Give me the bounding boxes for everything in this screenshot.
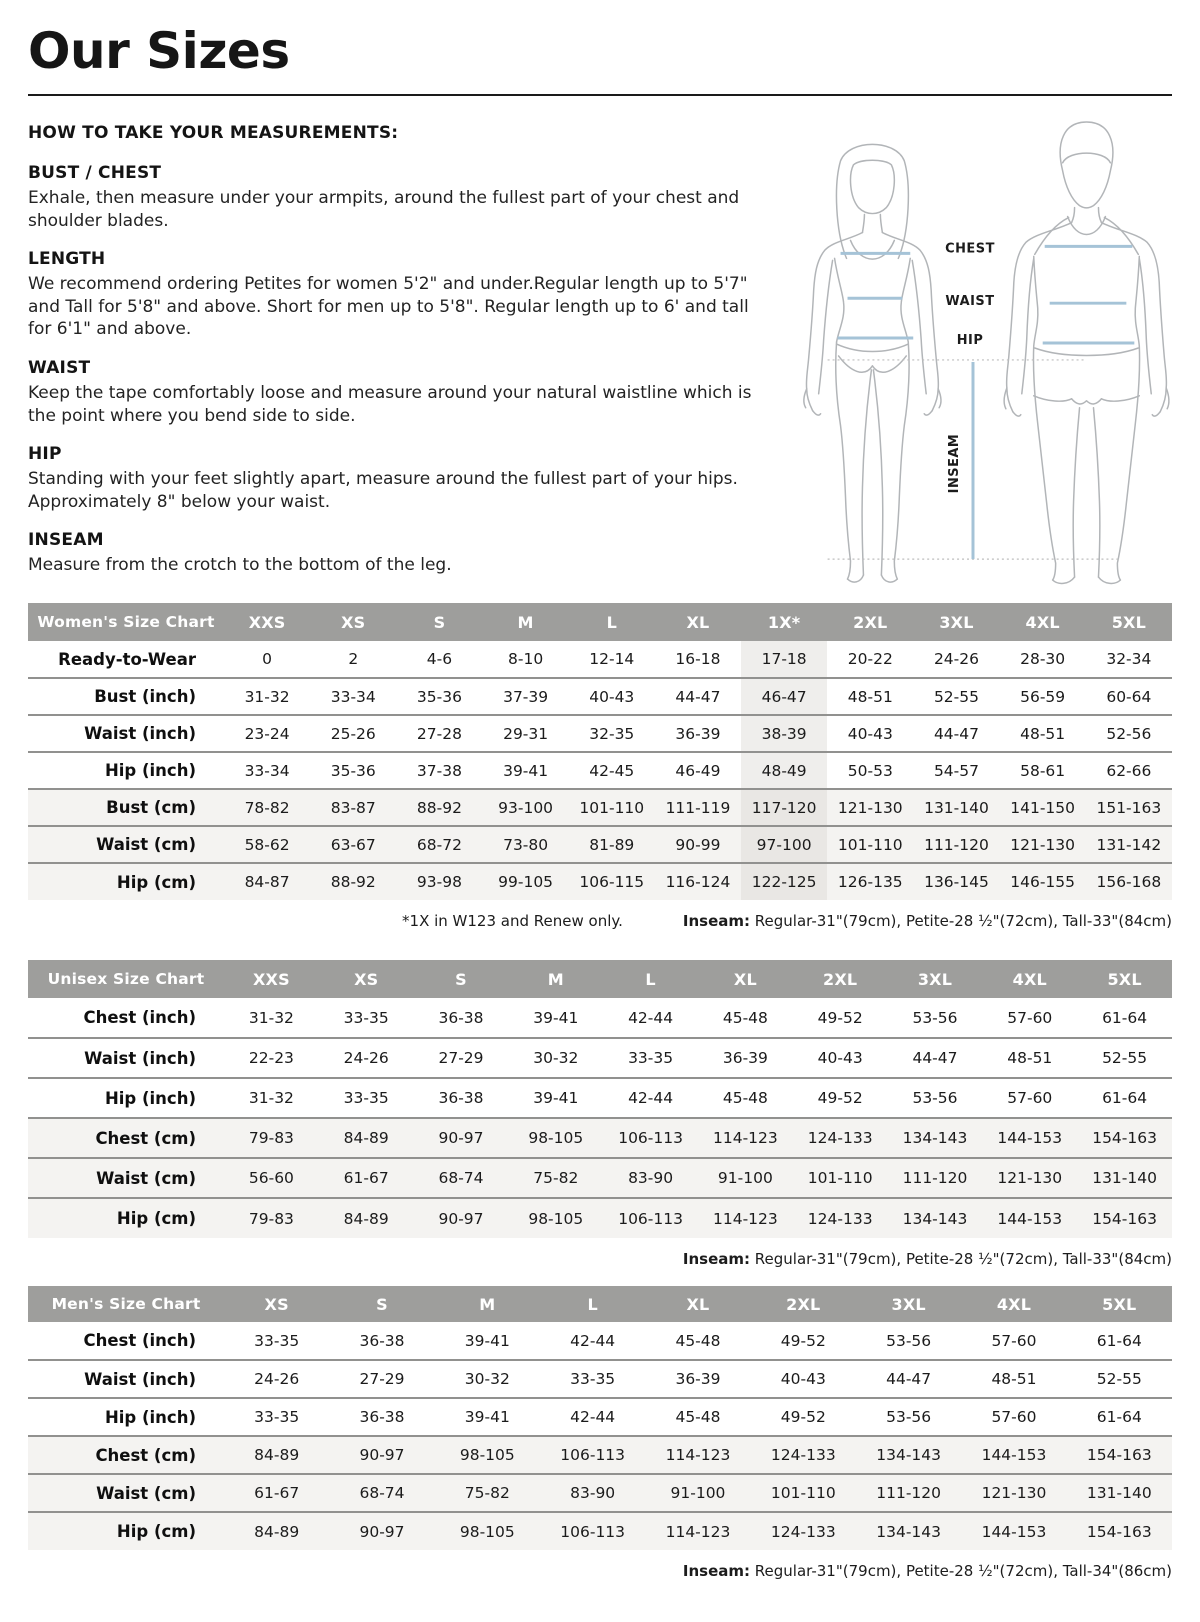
size-cell: 31-32 xyxy=(248,1008,294,1027)
size-cell: 56-59 xyxy=(1020,687,1066,706)
row-label: Waist (inch) xyxy=(84,724,196,743)
size-cell: 101-110 xyxy=(837,835,903,854)
size-cell: 131-140 xyxy=(1086,1484,1152,1502)
column-header-3xl: 3XL xyxy=(913,603,999,641)
size-cell: 52-55 xyxy=(1096,1370,1142,1388)
size-cell: 131-140 xyxy=(924,798,989,817)
inseam-note-label: Inseam: xyxy=(682,1562,751,1580)
size-cell: 40-43 xyxy=(817,1049,863,1067)
size-cell: 93-98 xyxy=(416,873,462,891)
size-cell: 30-32 xyxy=(464,1370,510,1388)
size-cell: 106-113 xyxy=(618,1129,683,1147)
size-cell: 114-123 xyxy=(665,1522,731,1541)
size-cell: 151-163 xyxy=(1096,798,1162,817)
size-cell: 83-87 xyxy=(330,798,376,817)
size-cell: 124-133 xyxy=(807,1129,873,1147)
size-cell: 39-41 xyxy=(533,1008,579,1027)
size-cell: 83-90 xyxy=(570,1484,616,1502)
size-cell: 62-66 xyxy=(1106,761,1152,780)
size-cell: 37-38 xyxy=(416,761,462,780)
howto-heading: HOW TO TAKE YOUR MEASUREMENTS: xyxy=(28,123,399,143)
size-cell: 116-124 xyxy=(665,873,731,891)
unisex-size-chart-section xyxy=(28,960,1172,1238)
column-header-2xl: 2XL xyxy=(751,1286,856,1322)
size-cell: 90-97 xyxy=(438,1209,484,1228)
column-header-2xl: 2XL xyxy=(793,960,888,998)
inseam-note-text: Regular-31"(79cm), Petite-28 ½"(72cm), Tall-34"(86cm) xyxy=(750,1562,1172,1580)
row-label: Hip (inch) xyxy=(104,761,196,780)
womens-size-chart-table xyxy=(28,603,1172,900)
size-cell: 57-60 xyxy=(1007,1008,1053,1027)
size-cell: 75-82 xyxy=(533,1169,579,1187)
size-cell: 4-6 xyxy=(426,650,453,668)
female-figure-icon xyxy=(804,144,941,582)
size-cell: 53-56 xyxy=(912,1089,958,1107)
size-cell: 45-48 xyxy=(722,1008,768,1027)
size-cell: 36-38 xyxy=(359,1408,405,1426)
section-body: Exhale, then measure under your armpits, around the fullest part of your chest and shoulder blades. xyxy=(28,188,740,231)
size-cell: 131-142 xyxy=(1096,835,1162,854)
size-guide-page xyxy=(0,22,1200,1580)
row-label: Hip (inch) xyxy=(104,1407,196,1427)
size-cell: 48-51 xyxy=(1020,724,1066,743)
size-cell: 45-48 xyxy=(675,1331,721,1350)
size-cell: 111-120 xyxy=(924,835,989,854)
size-cell: 36-38 xyxy=(438,1008,484,1027)
size-cell: 122-125 xyxy=(741,863,827,900)
size-cell: 91-100 xyxy=(717,1169,773,1187)
size-cell: 58-62 xyxy=(244,835,290,854)
column-header-l: L xyxy=(569,603,655,641)
unisex-table-footnotes xyxy=(28,1250,1172,1268)
size-cell: 35-36 xyxy=(330,761,376,780)
size-cell: 24-26 xyxy=(254,1370,300,1388)
row-label: Waist (inch) xyxy=(84,1369,196,1389)
size-cell: 45-48 xyxy=(722,1089,768,1107)
size-cell: 106-113 xyxy=(560,1522,626,1541)
waist-label: WAIST xyxy=(945,294,995,310)
size-cell: 68-74 xyxy=(359,1484,405,1502)
column-header-3xl: 3XL xyxy=(888,960,983,998)
size-cell: 27-29 xyxy=(359,1370,405,1388)
column-header-2xl: 2XL xyxy=(827,603,913,641)
size-cell: 61-64 xyxy=(1096,1331,1142,1350)
table-title: Women's Size Chart xyxy=(28,603,224,641)
size-cell: 61-64 xyxy=(1102,1008,1148,1027)
size-cell: 84-89 xyxy=(254,1446,300,1464)
size-cell: 101-110 xyxy=(770,1484,836,1502)
size-cell: 8-10 xyxy=(508,650,544,668)
male-figure-icon xyxy=(1004,122,1169,584)
row-label: Hip (inch) xyxy=(104,1088,196,1108)
size-cell: 121-130 xyxy=(981,1484,1047,1502)
size-cell: 31-32 xyxy=(244,687,290,706)
size-cell: 33-35 xyxy=(570,1370,616,1388)
size-cell: 42-45 xyxy=(589,761,635,780)
mens-inseam-note xyxy=(683,1562,1172,1580)
row-label: Ready-to-Wear xyxy=(58,649,196,669)
size-cell: 60-64 xyxy=(1106,687,1152,706)
body-figures-illustration xyxy=(772,109,1172,587)
size-cell: 42-44 xyxy=(570,1408,616,1426)
size-cell: 156-168 xyxy=(1096,873,1162,891)
size-cell: 134-143 xyxy=(902,1129,968,1147)
size-cell: 111-120 xyxy=(902,1169,968,1187)
size-cell: 33-35 xyxy=(343,1008,389,1027)
size-cell: 106-113 xyxy=(618,1209,683,1228)
section-hip xyxy=(28,444,770,513)
size-cell: 131-140 xyxy=(1092,1169,1157,1187)
size-cell: 42-44 xyxy=(628,1089,674,1107)
womens-size-chart-section xyxy=(28,603,1172,900)
column-header-1x: 1X* xyxy=(741,603,827,641)
size-cell: 30-32 xyxy=(533,1049,579,1067)
row-label: Bust (inch) xyxy=(94,687,196,706)
size-cell: 33-35 xyxy=(628,1049,674,1067)
size-cell: 78-82 xyxy=(244,798,290,817)
size-cell: 52-55 xyxy=(1102,1049,1148,1067)
size-cell: 68-74 xyxy=(438,1169,484,1187)
size-cell: 111-119 xyxy=(665,798,731,817)
row-label: Waist (inch) xyxy=(84,1048,196,1068)
column-header-4xl: 4XL xyxy=(961,1286,1066,1322)
size-cell: 44-47 xyxy=(886,1370,932,1388)
size-cell: 91-100 xyxy=(670,1484,726,1502)
column-header-s: S xyxy=(414,960,509,998)
title-divider xyxy=(28,94,1172,96)
hip-label: HIP xyxy=(956,333,984,349)
row-label: Hip (cm) xyxy=(116,1522,196,1541)
size-cell: 33-34 xyxy=(244,761,290,780)
row-label: Hip (cm) xyxy=(116,1209,196,1228)
size-cell: 144-153 xyxy=(997,1129,1063,1147)
size-cell: 111-120 xyxy=(876,1484,942,1502)
size-cell: 84-87 xyxy=(244,873,290,891)
size-cell: 53-56 xyxy=(886,1331,932,1350)
column-header-l: L xyxy=(603,960,698,998)
size-cell: 144-153 xyxy=(981,1446,1047,1464)
size-cell: 50-53 xyxy=(847,761,893,780)
size-cell: 17-18 xyxy=(741,641,827,678)
row-label: Chest (cm) xyxy=(95,1128,196,1148)
size-cell: 144-153 xyxy=(997,1209,1063,1228)
size-cell: 53-56 xyxy=(912,1008,958,1027)
section-body: Measure from the crotch to the bottom of the leg. xyxy=(28,555,452,576)
size-cell: 53-56 xyxy=(886,1408,932,1426)
size-cell: 121-130 xyxy=(1010,835,1076,854)
column-header-xl: XL xyxy=(655,603,741,641)
size-cell: 126-135 xyxy=(837,873,903,891)
size-cell: 42-44 xyxy=(628,1008,674,1027)
size-cell: 124-133 xyxy=(770,1446,836,1464)
section-length xyxy=(28,249,770,341)
size-cell: 73-80 xyxy=(503,835,549,854)
column-header-xl: XL xyxy=(698,960,793,998)
size-cell: 101-110 xyxy=(807,1169,873,1187)
size-cell: 134-143 xyxy=(876,1522,942,1541)
size-cell: 98-105 xyxy=(528,1209,584,1228)
size-cell: 40-43 xyxy=(847,724,893,743)
column-header-s: S xyxy=(396,603,482,641)
size-cell: 114-123 xyxy=(713,1209,778,1228)
section-heading: WAIST xyxy=(28,358,91,379)
size-cell: 97-100 xyxy=(741,826,827,863)
size-cell: 36-39 xyxy=(722,1049,768,1067)
column-header-m: M xyxy=(508,960,603,998)
size-cell: 61-67 xyxy=(254,1484,300,1502)
womens-1x-footnote: *1X in W123 and Renew only. xyxy=(402,912,623,930)
size-cell: 144-153 xyxy=(981,1522,1047,1541)
size-cell: 79-83 xyxy=(248,1209,294,1228)
section-bust-chest xyxy=(28,163,770,232)
inseam-note-text: Regular-31"(79cm), Petite-28 ½"(72cm), Tall-33"(84cm) xyxy=(750,912,1172,930)
size-cell: 49-52 xyxy=(780,1331,826,1350)
row-label: Chest (inch) xyxy=(83,1331,196,1350)
size-cell: 36-38 xyxy=(359,1331,405,1350)
inseam-note-text: Regular-31"(79cm), Petite-28 ½"(72cm), Tall-33"(84cm) xyxy=(750,1250,1172,1268)
size-cell: 45-48 xyxy=(675,1408,721,1426)
size-cell: 98-105 xyxy=(459,1446,515,1464)
size-cell: 32-34 xyxy=(1106,650,1152,668)
size-cell: 106-115 xyxy=(579,873,645,891)
column-header-5xl: 5XL xyxy=(1077,960,1172,998)
size-cell: 39-41 xyxy=(464,1408,510,1426)
size-cell: 25-26 xyxy=(330,724,376,743)
size-cell: 36-38 xyxy=(438,1089,484,1107)
size-cell: 136-145 xyxy=(924,873,989,891)
size-cell: 44-47 xyxy=(912,1049,958,1067)
size-cell: 84-89 xyxy=(254,1522,300,1541)
size-cell: 29-31 xyxy=(503,724,549,743)
section-heading: LENGTH xyxy=(28,249,106,270)
size-cell: 93-100 xyxy=(498,798,554,817)
size-cell: 154-163 xyxy=(1086,1522,1152,1541)
mens-size-chart-section xyxy=(28,1286,1172,1550)
column-header-xxs: XXS xyxy=(224,960,319,998)
size-cell: 33-35 xyxy=(254,1408,300,1426)
column-header-s: S xyxy=(329,1286,434,1322)
size-cell: 61-64 xyxy=(1102,1089,1148,1107)
size-cell: 90-97 xyxy=(359,1446,405,1464)
size-cell: 39-41 xyxy=(533,1089,579,1107)
size-cell: 134-143 xyxy=(902,1209,968,1228)
column-header-m: M xyxy=(435,1286,540,1322)
column-header-xxs: XXS xyxy=(224,603,310,641)
chest-label: CHEST xyxy=(945,241,995,257)
size-cell: 48-51 xyxy=(847,687,893,706)
row-label: Waist (cm) xyxy=(96,1168,196,1188)
size-cell: 54-57 xyxy=(933,761,979,780)
size-cell: 24-26 xyxy=(933,650,979,668)
section-waist xyxy=(28,358,770,427)
size-cell: 58-61 xyxy=(1020,761,1066,780)
size-cell: 33-35 xyxy=(343,1089,389,1107)
size-cell: 40-43 xyxy=(589,687,635,706)
size-cell: 23-24 xyxy=(244,724,290,743)
size-cell: 46-49 xyxy=(675,761,721,780)
row-label: Chest (inch) xyxy=(83,1008,196,1027)
size-cell: 154-163 xyxy=(1092,1129,1157,1147)
size-cell: 38-39 xyxy=(741,715,827,752)
size-cell: 88-92 xyxy=(330,873,376,891)
size-cell: 22-23 xyxy=(248,1049,294,1067)
mens-size-chart-table xyxy=(28,1286,1172,1550)
column-header-xs: XS xyxy=(319,960,414,998)
size-cell: 36-39 xyxy=(675,1370,721,1388)
section-heading: INSEAM xyxy=(28,530,104,551)
column-header-5xl: 5XL xyxy=(1067,1286,1172,1322)
size-cell: 27-28 xyxy=(416,724,462,743)
row-label: Bust (cm) xyxy=(106,798,196,817)
size-cell: 114-123 xyxy=(665,1446,731,1464)
size-cell: 32-35 xyxy=(589,724,635,743)
row-label: Chest (cm) xyxy=(95,1445,196,1465)
size-cell: 39-41 xyxy=(503,761,549,780)
size-cell: 124-133 xyxy=(770,1522,836,1541)
table-title: Men's Size Chart xyxy=(28,1286,224,1322)
size-cell: 16-18 xyxy=(675,650,721,668)
size-cell: 90-97 xyxy=(438,1129,484,1147)
row-label: Hip (cm) xyxy=(116,872,196,892)
column-header-xs: XS xyxy=(224,1286,329,1322)
row-label: Waist (cm) xyxy=(96,835,196,854)
size-cell: 141-150 xyxy=(1010,798,1076,817)
size-cell: 101-110 xyxy=(579,798,645,817)
size-cell: 68-72 xyxy=(416,835,462,854)
size-cell: 20-22 xyxy=(847,650,893,668)
table-title: Unisex Size Chart xyxy=(28,960,224,998)
size-cell: 83-90 xyxy=(628,1169,674,1187)
section-heading: HIP xyxy=(28,444,62,465)
size-cell: 134-143 xyxy=(876,1446,942,1464)
size-cell: 48-51 xyxy=(991,1370,1037,1388)
size-cell: 49-52 xyxy=(780,1408,826,1426)
size-cell: 154-163 xyxy=(1086,1446,1152,1464)
size-cell: 27-29 xyxy=(438,1049,484,1067)
size-cell: 61-67 xyxy=(343,1169,389,1187)
column-header-l: L xyxy=(540,1286,645,1322)
column-header-4xl: 4XL xyxy=(982,960,1077,998)
size-cell: 52-55 xyxy=(933,687,979,706)
column-header-4xl: 4XL xyxy=(1000,603,1086,641)
measurement-diagram xyxy=(772,109,1172,587)
size-cell: 154-163 xyxy=(1092,1209,1157,1228)
size-cell: 56-60 xyxy=(248,1169,294,1187)
size-cell: 106-113 xyxy=(560,1446,626,1464)
column-header-3xl: 3XL xyxy=(856,1286,961,1322)
size-cell: 81-89 xyxy=(589,835,635,854)
size-cell: 121-130 xyxy=(997,1169,1063,1187)
size-cell: 31-32 xyxy=(248,1089,294,1107)
size-cell: 88-92 xyxy=(416,798,462,817)
size-cell: 2 xyxy=(348,650,359,668)
column-header-m: M xyxy=(483,603,569,641)
size-cell: 52-56 xyxy=(1106,724,1152,743)
size-cell: 146-155 xyxy=(1010,873,1076,891)
size-cell: 46-47 xyxy=(741,678,827,715)
size-cell: 35-36 xyxy=(416,687,462,706)
size-cell: 0 xyxy=(262,650,273,668)
section-body: Keep the tape comfortably loose and measure around your natural waistline which is the point where you bend side to side. xyxy=(28,383,752,426)
unisex-size-chart-table xyxy=(28,960,1172,1238)
unisex-inseam-note xyxy=(683,1250,1172,1268)
womens-table-footnotes xyxy=(28,912,1172,930)
size-cell: 57-60 xyxy=(991,1408,1037,1426)
page-title: Our Sizes xyxy=(28,22,290,80)
womens-inseam-note xyxy=(683,912,1172,930)
size-cell: 39-41 xyxy=(464,1331,510,1350)
size-cell: 61-64 xyxy=(1096,1408,1142,1426)
instructions-column xyxy=(28,123,770,577)
size-cell: 37-39 xyxy=(503,687,549,706)
size-cell: 42-44 xyxy=(570,1331,616,1350)
size-cell: 98-105 xyxy=(528,1129,584,1147)
size-cell: 79-83 xyxy=(248,1129,294,1147)
size-cell: 98-105 xyxy=(459,1522,515,1541)
section-body: Standing with your feet slightly apart, measure around the fullest part of your hips. Approximately 8" below your waist. xyxy=(28,469,738,512)
row-label: Waist (cm) xyxy=(96,1483,196,1503)
size-cell: 84-89 xyxy=(343,1209,389,1228)
column-header-xs: XS xyxy=(310,603,396,641)
size-cell: 33-35 xyxy=(254,1331,300,1350)
size-cell: 48-51 xyxy=(1007,1049,1053,1067)
size-cell: 57-60 xyxy=(991,1331,1037,1350)
column-header-5xl: 5XL xyxy=(1086,603,1172,641)
mens-table-footnotes xyxy=(28,1562,1172,1580)
section-body: We recommend ordering Petites for women 5'2" and under.Regular length up to 5'7" and Tall for 5'8" and above. Short for men up to 5'8". Regular length up to 6' and tall for 6'1" and above. xyxy=(28,274,749,340)
size-cell: 75-82 xyxy=(464,1484,510,1502)
size-cell: 63-67 xyxy=(330,835,376,854)
size-cell: 44-47 xyxy=(675,687,721,706)
section-heading: BUST / CHEST xyxy=(28,163,162,183)
size-cell: 12-14 xyxy=(589,650,635,668)
column-header-xl: XL xyxy=(645,1286,750,1322)
size-cell: 48-49 xyxy=(741,752,827,789)
inseam-note-label: Inseam: xyxy=(682,1250,751,1268)
size-cell: 24-26 xyxy=(343,1049,389,1067)
size-cell: 124-133 xyxy=(807,1209,873,1228)
size-cell: 44-47 xyxy=(933,724,979,743)
inseam-note-label: Inseam: xyxy=(682,912,751,930)
size-cell: 33-34 xyxy=(330,687,376,706)
size-cell: 49-52 xyxy=(817,1089,863,1107)
size-cell: 36-39 xyxy=(675,724,721,743)
size-cell: 90-97 xyxy=(359,1522,405,1541)
size-cell: 40-43 xyxy=(780,1370,826,1388)
size-cell: 90-99 xyxy=(675,835,721,854)
measurement-instructions-area xyxy=(28,123,1172,595)
size-cell: 28-30 xyxy=(1020,650,1066,668)
section-inseam xyxy=(28,530,770,577)
size-cell: 114-123 xyxy=(713,1129,778,1147)
size-cell: 99-105 xyxy=(498,873,554,891)
size-cell: 84-89 xyxy=(343,1129,389,1147)
size-cell: 57-60 xyxy=(1007,1089,1053,1107)
inseam-label: INSEAM xyxy=(947,433,963,494)
size-cell: 121-130 xyxy=(837,798,903,817)
size-cell: 49-52 xyxy=(817,1008,863,1027)
size-cell: 117-120 xyxy=(741,789,827,826)
